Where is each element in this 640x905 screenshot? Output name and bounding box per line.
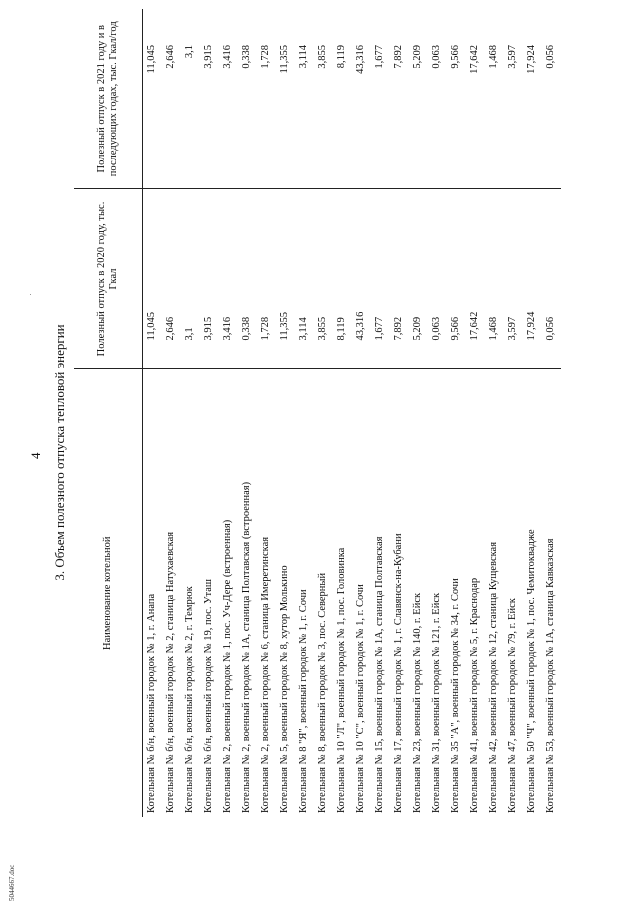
supply-2021-cell: 11,355 <box>276 9 295 189</box>
supply-2020-cell: 17,642 <box>466 189 485 369</box>
boiler-name-cell: Котельная № 17, военный городок № 1, г. Славянск-на-Кубани <box>393 533 404 813</box>
header-supply-2020: Полезный отпуск в 2020 году, тыс. Гкал <box>74 189 143 369</box>
supply-2020-cell: 43,316 <box>352 189 371 369</box>
table-row <box>181 9 200 817</box>
supply-2021-cell: 3,114 <box>295 9 314 189</box>
boiler-name-cell: Котельная № 10 "С", военный городок № 1, г. Сочи <box>355 584 366 813</box>
table-row <box>352 9 371 817</box>
supply-2020-cell: 0,056 <box>542 189 561 369</box>
supply-2020-cell: 0,338 <box>238 189 257 369</box>
supply-2020-cell: 2,646 <box>162 189 181 369</box>
boiler-name-cell: Котельная № б/н, военный городок № 1, г. Анапа <box>146 593 157 813</box>
boiler-name-cell: Котельная № 50 "Ч", военный городок № 1, пос. Чемитоквадже <box>526 529 537 813</box>
table-row <box>276 9 295 817</box>
table-row <box>466 9 485 817</box>
table-header <box>74 9 143 817</box>
table-row <box>542 9 561 817</box>
table-row <box>485 9 504 817</box>
supply-2021-cell: 3,855 <box>314 9 333 189</box>
table-body <box>143 9 562 817</box>
boiler-name-cell: Котельная № 5, военный городок № 8, хутор Молькино <box>279 565 290 813</box>
heat-supply-table <box>74 9 561 817</box>
boiler-name-cell: Котельная № 35 "А", военный городок № 34, г. Сочи <box>450 578 461 813</box>
boiler-name-cell: Котельная № 8, военный городок № 3, пос. Северный <box>317 572 328 813</box>
supply-2021-cell: 43,316 <box>352 9 371 189</box>
supply-2020-cell: 1,468 <box>485 189 504 369</box>
supply-2021-cell: 7,892 <box>390 9 409 189</box>
table-row <box>504 9 523 817</box>
boiler-name-cell: Котельная № 10 "Л", военный городок № 1, пос. Головинка <box>336 547 347 813</box>
boiler-name-cell: Котельная № 31, военный городок № 121, г. Ейск <box>431 592 442 813</box>
table-row <box>428 9 447 817</box>
scan-speck <box>30 294 31 295</box>
supply-2020-cell: 0,063 <box>428 189 447 369</box>
supply-2020-cell: 3,1 <box>181 189 200 369</box>
supply-2021-cell: 0,338 <box>238 9 257 189</box>
heat-supply-table-grid <box>74 9 561 817</box>
table-row <box>447 9 466 817</box>
supply-2021-cell: 5,209 <box>409 9 428 189</box>
supply-2020-cell: 3,915 <box>200 189 219 369</box>
table-row <box>409 9 428 817</box>
supply-2021-cell: 1,677 <box>371 9 390 189</box>
table-row <box>523 9 542 817</box>
supply-2020-cell: 11,045 <box>143 189 163 369</box>
supply-2020-cell: 8,119 <box>333 189 352 369</box>
supply-2021-cell: 3,915 <box>200 9 219 189</box>
table-row <box>143 9 163 817</box>
boiler-name-cell: Котельная № 2, военный городок № 6, станица Имеретинская <box>260 536 271 813</box>
supply-2020-cell: 3,416 <box>219 189 238 369</box>
supply-2020-cell: 1,677 <box>371 189 390 369</box>
table-row <box>371 9 390 817</box>
boiler-name-cell: Котельная № 42, военный городок № 12, станица Кущевская <box>488 541 499 813</box>
boiler-name-cell: Котельная № 53, военный городок № 1А, станица Кавказская <box>545 538 556 813</box>
supply-2021-cell: 1,728 <box>257 9 276 189</box>
boiler-name-cell: Котельная № 41, военный городок № 5, г. Краснодар <box>469 577 480 813</box>
supply-2021-cell: 0,056 <box>542 9 561 189</box>
supply-2021-cell: 1,468 <box>485 9 504 189</box>
table-row <box>314 9 333 817</box>
supply-2020-cell: 1,728 <box>257 189 276 369</box>
table-row <box>257 9 276 817</box>
supply-2020-cell: 3,114 <box>295 189 314 369</box>
supply-2021-cell: 8,119 <box>333 9 352 189</box>
supply-2021-cell: 3,597 <box>504 9 523 189</box>
boiler-name-cell: Котельная № 15, военный городок № 1А, станица Полтавская <box>374 536 385 813</box>
header-supply-2021: Полезный отпуск в 2021 году и в последующих годах, тыс. Гкал/год <box>74 9 143 189</box>
supply-2021-cell: 11,045 <box>143 9 163 189</box>
supply-2021-cell: 9,566 <box>447 9 466 189</box>
boiler-name-cell: Котельная № 47, военный городок № 79, г. Ейск <box>507 598 518 813</box>
header-boiler-name: Наименование котельной <box>74 369 143 817</box>
supply-2020-cell: 17,924 <box>523 189 542 369</box>
supply-2021-cell: 2,646 <box>162 9 181 189</box>
supply-2020-cell: 9,566 <box>447 189 466 369</box>
table-row <box>333 9 352 817</box>
section-title: 3. Объем полезного отпуска тепловой энергии <box>52 324 67 581</box>
document-file-reference: 5044667.doc <box>8 864 16 901</box>
table-row <box>390 9 409 817</box>
table-header-row <box>74 9 143 817</box>
table-row <box>238 9 257 817</box>
table-row <box>295 9 314 817</box>
supply-2020-cell: 3,597 <box>504 189 523 369</box>
boiler-name-cell: Котельная № 8 "Я", военный городок № 1, г. Сочи <box>298 589 309 813</box>
boiler-name-cell: Котельная № б/н, военный городок № 2, станица Натухаевская <box>165 531 176 813</box>
supply-2021-cell: 3,1 <box>181 9 200 189</box>
boiler-name-cell: Котельная № б/н, военный городок № 19, пос. Уташ <box>203 579 214 813</box>
table-row <box>219 9 238 817</box>
supply-2020-cell: 3,855 <box>314 189 333 369</box>
supply-2020-cell: 7,892 <box>390 189 409 369</box>
boiler-name-cell: Котельная № 23, военный городок № 140, г. Ейск <box>412 592 423 813</box>
supply-2020-cell: 5,209 <box>409 189 428 369</box>
page-number: 4 <box>28 452 43 459</box>
supply-2021-cell: 17,642 <box>466 9 485 189</box>
boiler-name-cell: Котельная № 2, военный городок № 1А, станица Полтавская (встроенная) <box>241 481 252 813</box>
supply-2021-cell: 0,063 <box>428 9 447 189</box>
boiler-name-cell: Котельная № б/н, военный городок № 2, г. Темрюк <box>184 586 195 813</box>
supply-2021-cell: 3,416 <box>219 9 238 189</box>
supply-2021-cell: 17,924 <box>523 9 542 189</box>
table-row <box>200 9 219 817</box>
table-row <box>162 9 181 817</box>
supply-2020-cell: 11,355 <box>276 189 295 369</box>
boiler-name-cell: Котельная № 2, военный городок № 1, пос. Уч-Дере (встроенная) <box>222 519 233 813</box>
